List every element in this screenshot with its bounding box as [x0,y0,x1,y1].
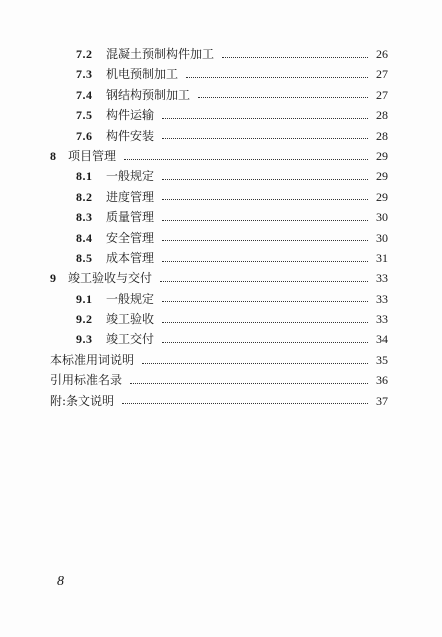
toc-entry-page: 37 [376,393,388,408]
toc-entry-page: 27 [376,87,388,102]
toc-entry-number: 8.3 [76,210,93,225]
toc-entry-title: 混凝土预制构件加工 [106,47,215,61]
toc-entry[interactable] [50,228,388,248]
toc-entry[interactable] [50,268,388,288]
toc-entry-page: 29 [376,189,388,204]
toc-entry[interactable] [50,44,388,64]
toc-entry[interactable] [50,289,388,309]
toc-entry-page: 26 [376,47,388,61]
toc-entry-page: 27 [376,67,388,82]
toc-entry-number: 9.1 [76,291,93,306]
toc-entry-page: 28 [376,128,388,143]
dot-leader [122,403,368,404]
toc-entry[interactable] [50,166,388,186]
toc-entry-title: 本标准用词说明 [50,352,135,367]
toc-entry-title: 质量管理 [106,210,155,225]
dot-leader [162,220,368,221]
toc-entry[interactable] [50,248,388,268]
dot-leader [142,363,368,364]
toc-entry-page: 36 [376,373,388,388]
toc-entry-title: 进度管理 [106,189,155,204]
toc-entry-page: 33 [376,271,388,286]
toc-entry-number: 8 [50,148,57,163]
toc-entry-page: 28 [376,108,388,123]
dot-leader [186,77,368,78]
toc-entry-number: 9 [50,271,57,286]
toc-entry[interactable] [50,391,388,411]
toc-entry-number: 9.2 [76,312,93,327]
toc-entry-number: 8.5 [76,250,93,265]
toc-entry-number: 8.2 [76,189,93,204]
toc-entry[interactable] [50,350,388,370]
toc-entry-page: 29 [376,148,388,163]
toc-entry[interactable] [50,85,388,105]
dot-leader [162,179,368,180]
toc-entry-number: 8.4 [76,230,93,245]
toc-entry-number: 7.3 [76,67,93,82]
toc-entry[interactable] [50,126,388,146]
toc-entry[interactable] [50,370,388,390]
toc-entry-title: 构件运输 [106,108,155,123]
toc-entry[interactable] [50,105,388,125]
toc-entry-title: 钢结构预制加工 [106,87,191,102]
toc-entry-title: 安全管理 [106,230,155,245]
toc-entry-number: 9.3 [76,332,93,347]
toc-entry-title: 竣工验收与交付 [68,271,153,286]
dot-leader [162,199,368,200]
toc-entry-title: 一般规定 [106,169,155,184]
table-of-contents [50,44,388,411]
toc-entry-number: 7.5 [76,108,93,123]
toc-entry-number: 7.6 [76,128,93,143]
toc-entry-page: 33 [376,312,388,327]
dot-leader [160,281,368,282]
toc-entry[interactable] [50,329,388,349]
dot-leader [162,322,368,323]
toc-entry-title: 一般规定 [106,291,155,306]
toc-entry[interactable] [50,64,388,84]
dot-leader [162,301,368,302]
dot-leader [198,97,368,98]
page-number: 8 [57,574,64,589]
toc-entry-number: 7.2 [76,47,93,61]
toc-entry-title: 成本管理 [106,250,155,265]
toc-entry-page: 35 [376,352,388,367]
dot-leader [162,261,368,262]
toc-entry-page: 33 [376,291,388,306]
toc-entry-title: 构件安装 [106,128,155,143]
toc-entry-number: 7.4 [76,87,93,102]
dot-leader [130,383,368,384]
toc-entry-title: 机电预制加工 [106,67,179,82]
toc-entry-title: 项目管理 [68,148,117,163]
toc-entry-page: 31 [376,250,388,265]
toc-entry-page: 30 [376,230,388,245]
toc-entry-page: 30 [376,210,388,225]
dot-leader [162,118,368,119]
dot-leader [124,159,368,160]
toc-entry[interactable] [50,187,388,207]
toc-entry-page: 29 [376,169,388,184]
dot-leader [222,57,368,58]
dot-leader [162,342,368,343]
toc-entry[interactable] [50,146,388,166]
toc-entry-title: 附:条文说明 [50,393,115,408]
toc-entry-page: 34 [376,332,388,347]
dot-leader [162,240,368,241]
toc-entry-number: 8.1 [76,169,93,184]
toc-entry-title: 竣工验收 [106,312,155,327]
toc-entry-title: 竣工交付 [106,332,155,347]
toc-entry-title: 引用标准名录 [50,373,123,388]
toc-entry[interactable] [50,207,388,227]
dot-leader [162,138,368,139]
toc-entry[interactable] [50,309,388,329]
